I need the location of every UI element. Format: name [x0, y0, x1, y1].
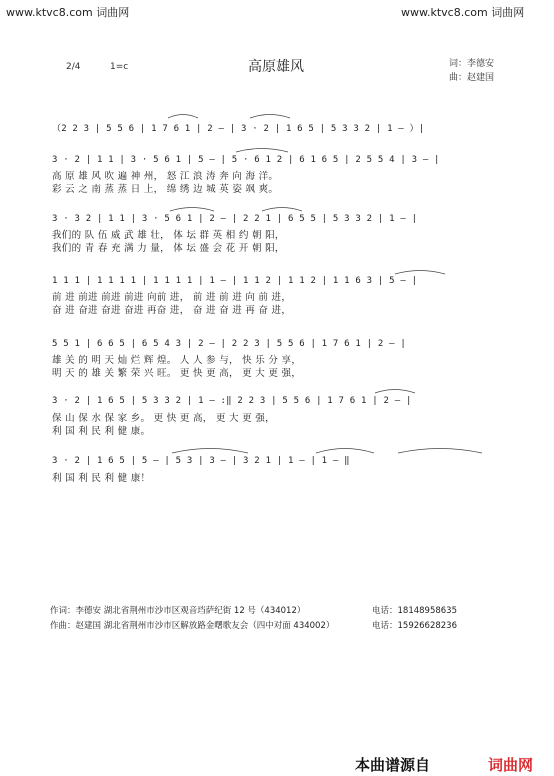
system-6-lyrics-1: 利 国 利 民 利 健 康！ — [52, 473, 151, 484]
key-signature: 1=c — [110, 62, 129, 72]
watermark-left: www.ktvc8.com 词曲网 — [6, 6, 130, 19]
system-2-lyrics-2: 我们的 青 春 充 满 力 量， 体 坛 盛 会 花 开 朝 阳， — [52, 243, 285, 254]
system-5-lyrics-1: 保 山 保 水 保 家 乡。 更 快 更 高， 更 大 更 强， — [52, 413, 275, 424]
time-signature: 2/4 — [66, 62, 81, 72]
page-title: 高原雄风 — [248, 59, 304, 75]
lyricist-credit: 词：李德安 — [449, 59, 495, 69]
footer-composer-phone: 电话：15926628236 — [372, 621, 457, 631]
system-4-notes: 5 5 1 | 6 6 5 | 6 5 4 3 | 2 — | 2 2 3 | 5 5 6 | 1 7 6 1 | 2 — | — [52, 339, 406, 349]
system-3-lyrics-1: 前 进 前进 前进 前进 向前 进， 前 进 前 进 向 前 进， — [52, 292, 292, 303]
system-1-notes: 3 · 2 | 1 1 | 3 · 5 6 1 | 5 — | 5 · 6 1 2 | 6 1 6 5 | 2 5 5 4 | 3 — | — [52, 155, 440, 165]
system-2-lyrics-1: 我们的 队 伍 威 武 雄 壮， 体 坛 群 英 相 约 朝 阳， — [52, 230, 285, 241]
system-6-notes: 3 · 2 | 1 6 5 | 5 — | 5 3 | 3 — | 3 2 1 | 1 — | 1 — ‖ — [52, 456, 350, 466]
system-5-lyrics-2: 利 国 利 民 利 健 康。 — [52, 426, 151, 437]
system-4-lyrics-2: 明 天 的 雄 关 繁 荣 兴 旺。 更 快 更 高， 更 大 更 强， — [52, 368, 302, 379]
footer-lyricist-phone: 电话：18148958635 — [372, 606, 457, 616]
composer-credit: 曲：赵建国 — [449, 73, 495, 83]
system-1-lyrics-2: 彩 云 之 南 蒸 蒸 日 上， 绵 绣 边 城 英 姿 飒 爽。 — [52, 184, 279, 195]
watermark-right: www.ktvc8.com 词曲网 — [401, 6, 525, 19]
system-4-lyrics-1: 雄 关 的 明 天 灿 烂 辉 煌。 人 人 参 与， 快 乐 分 享， — [52, 355, 302, 366]
footer-lyricist: 作词：李德安 湖北省荆州市沙市区观音垱萨纪街 12 号（434012） — [50, 606, 306, 616]
site-logo[interactable]: 词曲网 — [488, 756, 534, 774]
footer-composer: 作曲：赵建国 湖北省荆州市沙市区解放路金曙歌友会（四中对面 434002） — [50, 621, 335, 631]
system-5-notes: 3 · 2 | 1 6 5 | 5 3 3 2 | 1 — :‖ 2 2 3 | 5 5 6 | 1 7 6 1 | 2 — | — [52, 396, 412, 406]
system-3-lyrics-2: 奋 进 奋进 奋进 奋进 再奋 进， 奋 进 奋 进 再 奋 进， — [52, 305, 292, 316]
system-1-lyrics-1: 高 原 雄 风 吹 遍 神 州， 怒 江 浪 涛 奔 向 海 洋。 — [52, 171, 279, 182]
system-3-notes: 1 1 1 | 1 1 1 1 | 1 1 1 1 | 1 — | 1 1 2 | 1 1 2 | 1 1 6 3 | 5 — | — [52, 276, 418, 286]
score-intro: （2 2 3 | 5 5 6 | 1 7 6 1 | 2 — | 3 · 2 | 1 6 5 | 5 3 3 2 | 1 — ）| — [52, 124, 425, 134]
source-label: 本曲谱源自 — [355, 756, 431, 774]
system-2-notes: 3 · 3 2 | 1 1 | 3 · 5 6 1 | 2 — | 2 2 1 | 6 5 5 | 5 3 3 2 | 1 — | — [52, 214, 418, 224]
